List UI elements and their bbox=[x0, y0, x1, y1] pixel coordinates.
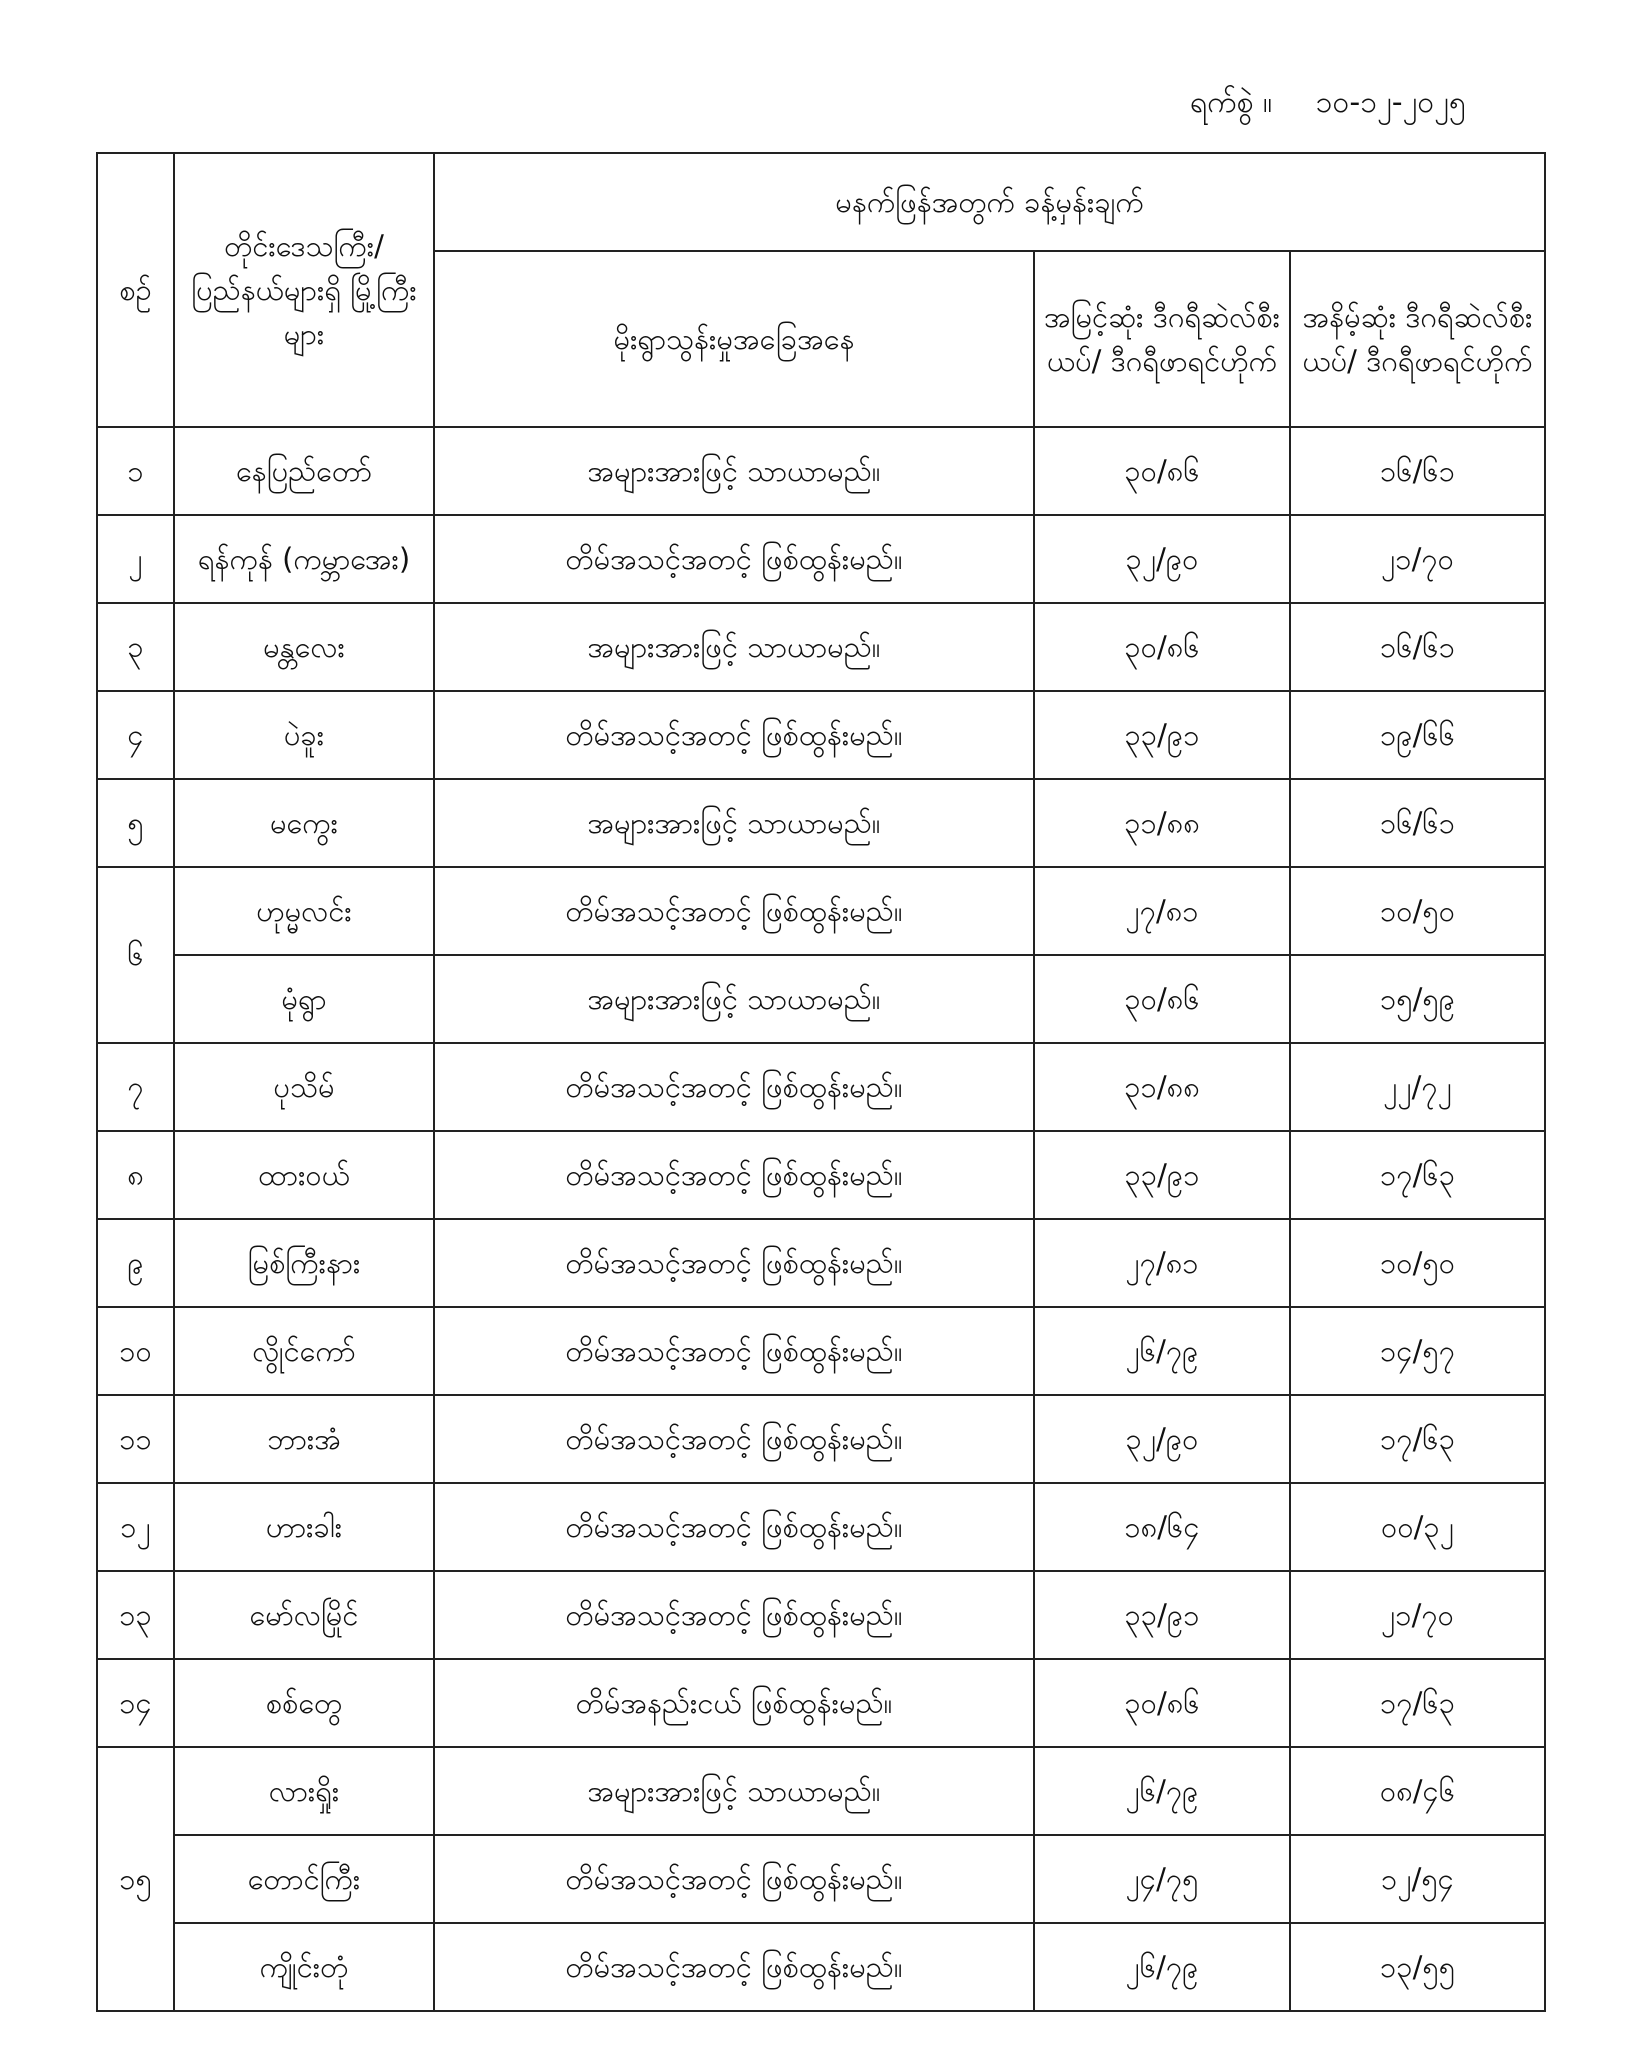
min-temp: ၁၀/၅၀ bbox=[1290, 867, 1545, 955]
min-temp: ၂၂/၇၂ bbox=[1290, 1043, 1545, 1131]
min-temp: ၁၇/၆၃ bbox=[1290, 1131, 1545, 1219]
city-name: ရန်ကုန် (ကမ္ဘာအေး) bbox=[174, 515, 434, 603]
table-row bbox=[97, 691, 1545, 779]
min-temp: ၁၇/၆၃ bbox=[1290, 1395, 1545, 1483]
max-temp: ၂၇/၈၁ bbox=[1034, 1219, 1290, 1307]
max-temp: ၃၂/၉၀ bbox=[1034, 1395, 1290, 1483]
max-temp: ၃၃/၉၁ bbox=[1034, 1131, 1290, 1219]
header-row bbox=[97, 153, 1545, 251]
table-row bbox=[97, 1747, 1545, 1835]
row-number: ၁၂ bbox=[97, 1483, 174, 1571]
max-temp: ၃၂/၉၀ bbox=[1034, 515, 1290, 603]
row-number: ၁၃ bbox=[97, 1571, 174, 1659]
min-temp: ၁၆/၆၁ bbox=[1290, 603, 1545, 691]
max-temp: ၁၈/၆၄ bbox=[1034, 1483, 1290, 1571]
weather-condition: တိမ်အသင့်အတင့် ဖြစ်ထွန်းမည်။ bbox=[434, 1571, 1034, 1659]
table-row bbox=[97, 955, 1545, 1043]
table-row bbox=[97, 1395, 1545, 1483]
header-forecast-group: မနက်ဖြန်အတွက် ခန့်မှန်းချက် bbox=[434, 153, 1545, 251]
header-max-temp: အမြင့်ဆုံး ဒီဂရီဆဲလ်စီးယပ်/ ဒီဂရီဖာရင်ဟိုက် bbox=[1034, 251, 1290, 427]
row-number: ၁ bbox=[97, 427, 174, 515]
row-number: ၉ bbox=[97, 1219, 174, 1307]
forecast-table bbox=[96, 152, 1546, 2012]
row-number: ၈ bbox=[97, 1131, 174, 1219]
weather-condition: တိမ်အနည်းငယ် ဖြစ်ထွန်းမည်။ bbox=[434, 1659, 1034, 1747]
header-city: တိုင်းဒေသကြီး/ ပြည်နယ်များရှိ မြို့ကြီးများ bbox=[174, 153, 434, 427]
min-temp: ၁၅/၅၉ bbox=[1290, 955, 1545, 1043]
city-name: ဟားခါး bbox=[174, 1483, 434, 1571]
city-name: မြစ်ကြီးနား bbox=[174, 1219, 434, 1307]
min-temp: ၁၄/၅၇ bbox=[1290, 1307, 1545, 1395]
min-temp: ၁၇/၆၃ bbox=[1290, 1659, 1545, 1747]
row-number: ၁၅ bbox=[97, 1747, 174, 2011]
city-name: နေပြည်တော် bbox=[174, 427, 434, 515]
max-temp: ၃၃/၉၁ bbox=[1034, 1571, 1290, 1659]
weather-condition: တိမ်အသင့်အတင့် ဖြစ်ထွန်းမည်။ bbox=[434, 1923, 1034, 2011]
min-temp: ၁၉/၆၆ bbox=[1290, 691, 1545, 779]
header-weather: မိုးရွာသွန်းမှုအခြေအနေ bbox=[434, 251, 1034, 427]
max-temp: ၂၆/၇၉ bbox=[1034, 1747, 1290, 1835]
row-number: ၁၄ bbox=[97, 1659, 174, 1747]
row-number: ၁၀ bbox=[97, 1307, 174, 1395]
min-temp: ၁၀/၅၀ bbox=[1290, 1219, 1545, 1307]
min-temp: ၂၁/၇၀ bbox=[1290, 1571, 1545, 1659]
table-row bbox=[97, 603, 1545, 691]
city-name: ဘားအံ bbox=[174, 1395, 434, 1483]
city-name: လွိုင်ကော် bbox=[174, 1307, 434, 1395]
city-name: လားရှိုး bbox=[174, 1747, 434, 1835]
date-label: ရက်စွဲ ။ bbox=[1190, 85, 1273, 120]
table-row bbox=[97, 1835, 1545, 1923]
weather-condition: တိမ်အသင့်အတင့် ဖြစ်ထွန်းမည်။ bbox=[434, 1395, 1034, 1483]
weather-condition: တိမ်အသင့်အတင့် ဖြစ်ထွန်းမည်။ bbox=[434, 1219, 1034, 1307]
city-name: ဟုမ္မလင်း bbox=[174, 867, 434, 955]
city-name: ပဲခူး bbox=[174, 691, 434, 779]
row-number: ၁၁ bbox=[97, 1395, 174, 1483]
table-row bbox=[97, 1923, 1545, 2011]
table-row bbox=[97, 1131, 1545, 1219]
city-name: မကွေး bbox=[174, 779, 434, 867]
weather-condition: အများအားဖြင့် သာယာမည်။ bbox=[434, 779, 1034, 867]
city-name: ပုသိမ် bbox=[174, 1043, 434, 1131]
min-temp: ၁၂/၅၄ bbox=[1290, 1835, 1545, 1923]
table-row bbox=[97, 1483, 1545, 1571]
weather-condition: တိမ်အသင့်အတင့် ဖြစ်ထွန်းမည်။ bbox=[434, 691, 1034, 779]
min-temp: ၁၃/၅၅ bbox=[1290, 1923, 1545, 2011]
max-temp: ၂၆/၇၉ bbox=[1034, 1923, 1290, 2011]
min-temp: ၀၈/၄၆ bbox=[1290, 1747, 1545, 1835]
max-temp: ၂၇/၈၁ bbox=[1034, 867, 1290, 955]
max-temp: ၂၄/၇၅ bbox=[1034, 1835, 1290, 1923]
weather-condition: တိမ်အသင့်အတင့် ဖြစ်ထွန်းမည်။ bbox=[434, 515, 1034, 603]
weather-condition: တိမ်အသင့်အတင့် ဖြစ်ထွန်းမည်။ bbox=[434, 1483, 1034, 1571]
header-no: စဉ် bbox=[97, 153, 174, 427]
weather-condition: အများအားဖြင့် သာယာမည်။ bbox=[434, 427, 1034, 515]
city-name: မန္တလေး bbox=[174, 603, 434, 691]
table-row bbox=[97, 1307, 1545, 1395]
date-value: ၁၀-၁၂-၂၀၂၅ bbox=[1315, 85, 1466, 120]
row-number: ၇ bbox=[97, 1043, 174, 1131]
min-temp: ၁၆/၆၁ bbox=[1290, 427, 1545, 515]
header-min-temp: အနိမ့်ဆုံး ဒီဂရီဆဲလ်စီးယပ်/ ဒီဂရီဖာရင်ဟိုက် bbox=[1290, 251, 1545, 427]
row-number: ၅ bbox=[97, 779, 174, 867]
table-row bbox=[97, 779, 1545, 867]
table-row bbox=[97, 867, 1545, 955]
max-temp: ၃၁/၈၈ bbox=[1034, 779, 1290, 867]
weather-condition: တိမ်အသင့်အတင့် ဖြစ်ထွန်းမည်။ bbox=[434, 1307, 1034, 1395]
table-row bbox=[97, 1043, 1545, 1131]
min-temp: ၀၀/၃၂ bbox=[1290, 1483, 1545, 1571]
max-temp: ၃၃/၉၁ bbox=[1034, 691, 1290, 779]
table-row bbox=[97, 1659, 1545, 1747]
max-temp: ၃၀/၈၆ bbox=[1034, 427, 1290, 515]
max-temp: ၃၁/၈၈ bbox=[1034, 1043, 1290, 1131]
max-temp: ၃၀/၈၆ bbox=[1034, 955, 1290, 1043]
row-number: ၃ bbox=[97, 603, 174, 691]
row-number: ၄ bbox=[97, 691, 174, 779]
min-temp: ၁၆/၆၁ bbox=[1290, 779, 1545, 867]
city-name: စစ်တွေ bbox=[174, 1659, 434, 1747]
weather-condition: အများအားဖြင့် သာယာမည်။ bbox=[434, 603, 1034, 691]
weather-condition: အများအားဖြင့် သာယာမည်။ bbox=[434, 955, 1034, 1043]
city-name: မုံရွာ bbox=[174, 955, 434, 1043]
max-temp: ၂၆/၇၉ bbox=[1034, 1307, 1290, 1395]
report-date bbox=[1190, 78, 1530, 128]
weather-condition: တိမ်အသင့်အတင့် ဖြစ်ထွန်းမည်။ bbox=[434, 1043, 1034, 1131]
row-number: ၆ bbox=[97, 867, 174, 1043]
table-row bbox=[97, 515, 1545, 603]
weather-condition: တိမ်အသင့်အတင့် ဖြစ်ထွန်းမည်။ bbox=[434, 1835, 1034, 1923]
row-number: ၂ bbox=[97, 515, 174, 603]
table-row bbox=[97, 1219, 1545, 1307]
city-name: ထားဝယ် bbox=[174, 1131, 434, 1219]
weather-condition: တိမ်အသင့်အတင့် ဖြစ်ထွန်းမည်။ bbox=[434, 867, 1034, 955]
weather-condition: အများအားဖြင့် သာယာမည်။ bbox=[434, 1747, 1034, 1835]
min-temp: ၂၁/၇၀ bbox=[1290, 515, 1545, 603]
city-name: တောင်ကြီး bbox=[174, 1835, 434, 1923]
weather-condition: တိမ်အသင့်အတင့် ဖြစ်ထွန်းမည်။ bbox=[434, 1131, 1034, 1219]
city-name: မော်လမြိုင် bbox=[174, 1571, 434, 1659]
max-temp: ၃၀/၈၆ bbox=[1034, 603, 1290, 691]
max-temp: ၃၀/၈၆ bbox=[1034, 1659, 1290, 1747]
table-row bbox=[97, 1571, 1545, 1659]
city-name: ကျိုင်းတုံ bbox=[174, 1923, 434, 2011]
table-row bbox=[97, 427, 1545, 515]
